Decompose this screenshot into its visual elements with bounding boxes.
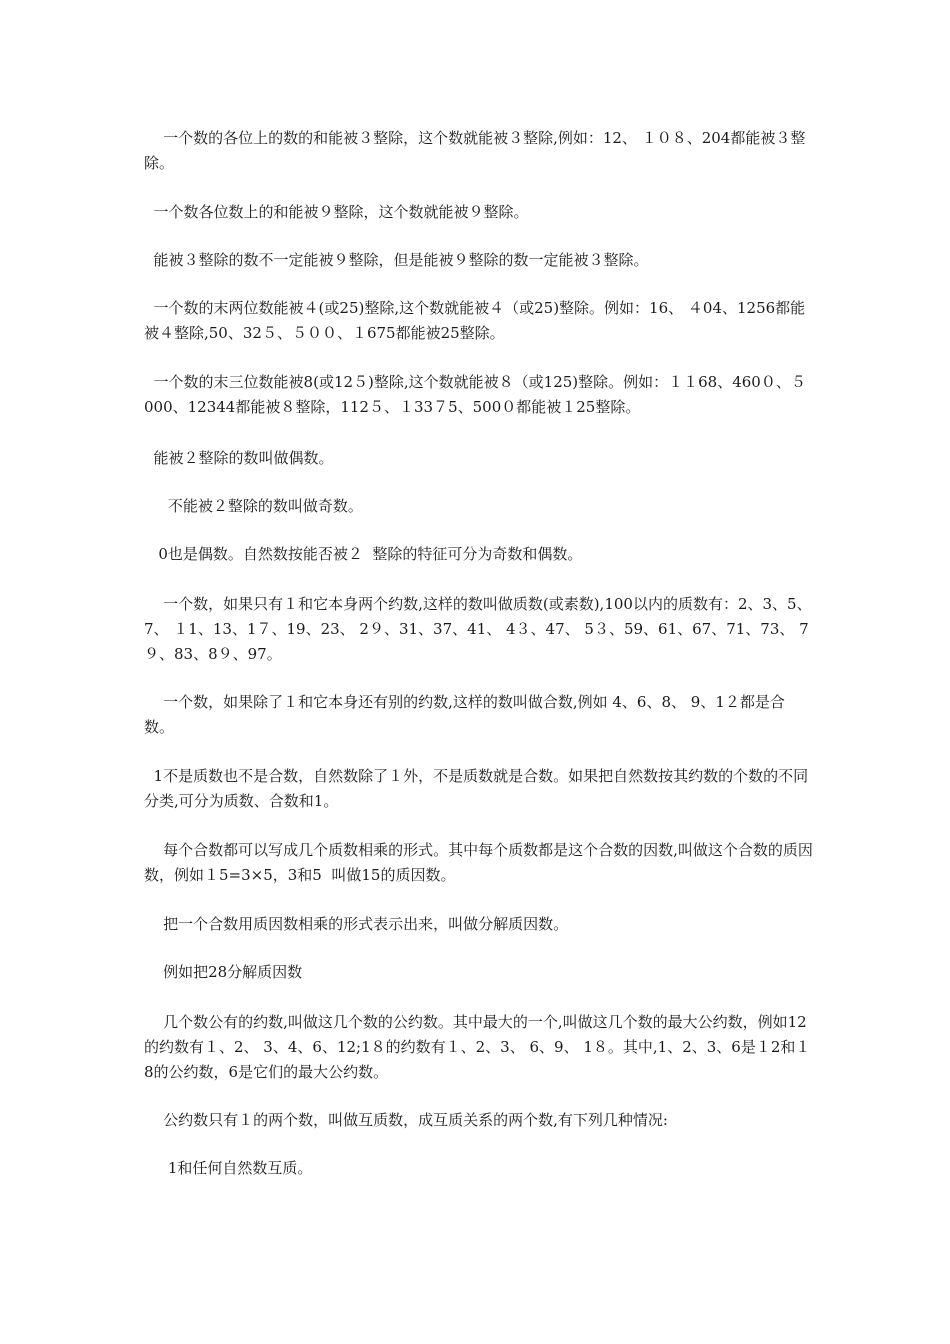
- paragraph-composite-numbers: 一个数，如果除了１和它本身还有别的约数,这样的数叫做合数,例如 4、6、8、 9、1２都是合数。: [144, 693, 785, 736]
- paragraph-one-coprime: 1和任何自然数互质。: [144, 1159, 313, 1177]
- paragraph-3-vs-9: 能被３整除的数不一定能被９整除，但是能被９整除的数一定能被３整除。: [144, 251, 649, 269]
- paragraph-coprime: 公约数只有１的两个数，叫做互质数，成互质关系的两个数,有下列几种情况:: [144, 1111, 668, 1129]
- paragraph-divisible-by-3: 一个数的各位上的数的和能被３整除，这个数就能被３整除,例如：12、 １０８、204都能被３整除。: [144, 129, 806, 172]
- paragraph-prime-numbers: 一个数，如果只有１和它本身两个约数,这样的数叫做质数(或素数),100以内的质数有：2、3、5、 7、 １1、13、1７、19、23、 2９、31、37、41、 4３、47、 5３、59、61、67、71、73、 7９、83、8９、97。: [144, 595, 817, 663]
- paragraph-divisible-by-9: 一个数各位数上的和能被９整除，这个数就能被９整除。: [144, 203, 529, 221]
- paragraph-common-divisors: 几个数公有的约数,叫做这几个数的公约数。其中最大的一个,叫做这几个数的最大公约数，例如12的约数有１、2、 3、4、6、12;1８的约数有１、2、3、 6、9、 1８。其中,1、2、3、6是１2和１ 8的公约数，6是它们的最大公约数。: [144, 1013, 816, 1081]
- paragraph-example-28: 例如把28分解质因数: [144, 963, 303, 981]
- paragraph-odd-numbers: 不能被２整除的数叫做奇数。: [144, 497, 363, 515]
- paragraph-zero-is-even: 0也是偶数。自然数按能否被２ 整除的特征可分为奇数和偶数。: [144, 545, 583, 563]
- paragraph-prime-factors: 每个合数都可以写成几个质数相乘的形式。其中每个质数都是这个合数的因数,叫做这个合数的质因数，例如１5=3×5，3和5 叫做15的质因数。: [144, 841, 813, 884]
- paragraph-divisible-by-8-125: 一个数的末三位数能被8(或12５)整除,这个数就能被８（或125)整除。例如：１１68、460０、５000、12344都能被８整除，112５、１33７5、500０都能被１25整除。: [144, 373, 806, 416]
- paragraph-one-neither: 1不是质数也不是合数，自然数除了１外，不是质数就是合数。如果把自然数按其约数的个数的不同分类,可分为质数、合数和1。: [144, 767, 809, 810]
- paragraph-divisible-by-4-25: 一个数的末两位数能被４(或25)整除,这个数就能被４（或25)整除。例如：16、 ４04、1256都能被４整除,50、32５、５００、１675都能被25整除。: [144, 299, 806, 342]
- paragraph-even-numbers: 能被２整除的数叫做偶数。: [144, 449, 334, 467]
- paragraph-prime-factorization: 把一个合数用质因数相乘的形式表示出来，叫做分解质因数。: [144, 915, 569, 933]
